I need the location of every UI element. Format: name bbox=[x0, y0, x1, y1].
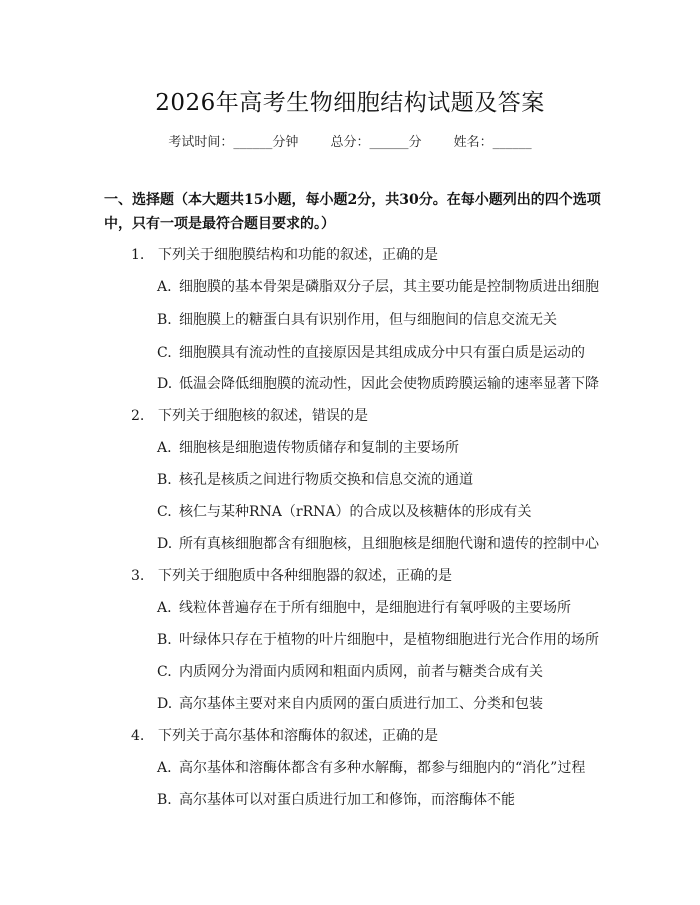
option-letter: B. bbox=[157, 792, 172, 808]
question-stem: 下列关于高尔基体和溶酶体的叙述，正确的是 bbox=[158, 728, 438, 744]
option-letter: B. bbox=[157, 312, 172, 328]
exam-meta bbox=[0, 131, 700, 150]
option-letter: A. bbox=[157, 760, 172, 776]
option-2d bbox=[157, 533, 599, 553]
option-letter: A. bbox=[157, 600, 172, 616]
option-letter: C. bbox=[157, 345, 172, 361]
option-4b bbox=[157, 789, 515, 809]
option-text: 高尔基体可以对蛋白质进行加工和修饰，而溶酶体不能 bbox=[179, 792, 515, 808]
question-stem: 下列关于细胞核的叙述，错误的是 bbox=[158, 408, 368, 424]
option-text: 高尔基体主要对来自内质网的蛋白质进行加工、分类和包装 bbox=[179, 696, 543, 712]
option-1a bbox=[157, 276, 599, 296]
option-letter: B. bbox=[157, 632, 172, 648]
question-1 bbox=[131, 244, 438, 264]
option-3a bbox=[157, 597, 571, 617]
question-stem: 下列关于细胞质中各种细胞器的叙述，正确的是 bbox=[158, 568, 452, 584]
question-number: 3. bbox=[131, 568, 145, 584]
option-letter: D. bbox=[157, 536, 173, 552]
question-number: 2. bbox=[131, 408, 145, 424]
exam-time: 考试时间：______分钟 bbox=[168, 135, 299, 150]
option-text: 细胞膜上的糖蛋白具有识别作用，但与细胞间的信息交流无关 bbox=[179, 312, 557, 328]
student-name: 姓名：______ bbox=[453, 135, 532, 150]
question-stem: 下列关于细胞膜结构和功能的叙述，正确的是 bbox=[158, 247, 438, 263]
option-text: 内质网分为滑面内质网和粗面内质网，前者与糖类合成有关 bbox=[179, 664, 543, 680]
option-3c bbox=[157, 661, 543, 681]
option-2a bbox=[157, 437, 459, 457]
option-1c bbox=[157, 342, 585, 362]
option-3d bbox=[157, 693, 543, 713]
question-number: 4. bbox=[131, 728, 145, 744]
question-4 bbox=[131, 725, 438, 745]
option-text: 低温会降低细胞膜的流动性，因此会使物质跨膜运输的速率显著下降 bbox=[179, 376, 599, 392]
option-letter: A. bbox=[157, 440, 172, 456]
option-letter: A. bbox=[157, 279, 172, 295]
option-letter: D. bbox=[157, 376, 173, 392]
option-letter: B. bbox=[157, 472, 172, 488]
option-text: 所有真核细胞都含有细胞核，且细胞核是细胞代谢和遗传的控制中心 bbox=[179, 536, 599, 552]
section-heading: 一、选择题（本大题共15小题，每小题2分，共30分。在每小题列出的四个选项中，只有一项是最符合题目要求的。） bbox=[104, 192, 601, 232]
option-2c bbox=[157, 501, 532, 521]
option-3b bbox=[157, 629, 599, 649]
option-4a bbox=[157, 757, 585, 777]
option-text: 核孔是核质之间进行物质交换和信息交流的通道 bbox=[179, 472, 473, 488]
option-1d bbox=[157, 373, 599, 393]
question-2 bbox=[131, 405, 368, 425]
question-number: 1. bbox=[131, 247, 145, 263]
option-1b bbox=[157, 309, 557, 329]
option-letter: D. bbox=[157, 696, 173, 712]
option-text: 叶绿体只存在于植物的叶片细胞中，是植物细胞进行光合作用的场所 bbox=[179, 632, 599, 648]
option-letter: C. bbox=[157, 664, 172, 680]
question-3 bbox=[131, 565, 452, 585]
option-2b bbox=[157, 469, 473, 489]
option-text: 细胞膜具有流动性的直接原因是其组成成分中只有蛋白质是运动的 bbox=[179, 345, 585, 361]
option-text: 线粒体普遍存在于所有细胞中，是细胞进行有氧呼吸的主要场所 bbox=[179, 600, 571, 616]
total-score: 总分：______分 bbox=[330, 135, 422, 150]
option-letter: C. bbox=[157, 504, 172, 520]
option-text: 细胞膜的基本骨架是磷脂双分子层，其主要功能是控制物质进出细胞 bbox=[179, 279, 599, 295]
page-title: 2026年高考生物细胞结构试题及答案 bbox=[155, 90, 545, 116]
option-text: 细胞核是细胞遗传物质储存和复制的主要场所 bbox=[179, 440, 459, 456]
option-text: 核仁与某种RNA（rRNA）的合成以及核糖体的形成有关 bbox=[179, 504, 532, 520]
option-text: 高尔基体和溶酶体都含有多种水解酶，都参与细胞内的“消化”过程 bbox=[179, 760, 586, 776]
